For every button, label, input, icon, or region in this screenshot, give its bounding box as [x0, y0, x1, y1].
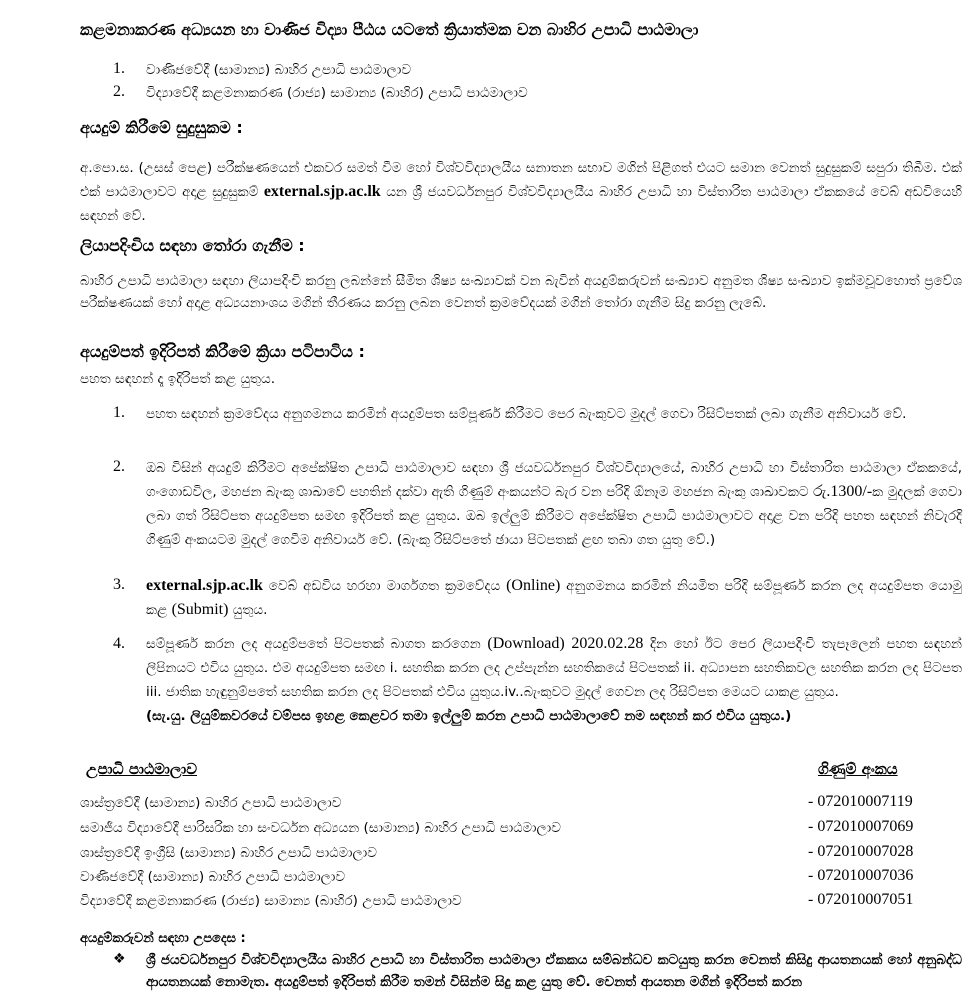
step-text-part: ඔබ විසින් අයදුම් කිරීමට අපේක්ෂිත උපාධි පාඨමාලාව සඳහා ශ්‍රී ජයවර්ධනපුර විශ්වවිද්‍යාලයේ, බාහිර උපාධි හා විස්තාරිත පාඨමාලා ඒකකයේ, ගංගොඩවිල, මහජන බැංකු ශාඛාවේ පහතින් දක්වා ඇති ගිණුම් අංකයන්ට බැර වන පරිදි ඕනෑම මහජන බැංකු ශාඛාවකට: [146, 460, 962, 500]
account-number: - 072010007069: [808, 818, 914, 835]
column-header-course: උපාධි පාඨමාලාව: [86, 760, 198, 778]
download-label: (Download): [487, 635, 565, 652]
deadline-date: 2020.02.28: [571, 635, 644, 652]
step-text: [146, 456, 962, 552]
course-name: වාණිජවේදී (සාමාන්‍ය) බාහිර උපාධි පාඨමාලාව: [80, 869, 346, 885]
selection-heading: ලියාපදිංචිය සඳහා තෝරා ගැනීම :: [80, 236, 305, 255]
course-name: ශාස්ත්‍රවේදී (සාමාන්‍ය) බාහිර උපාධි පාඨමාලාව: [80, 795, 342, 811]
submit-label: (Submit): [171, 601, 229, 618]
step-text-part: වෙබ් අඩවිය හරහා මාර්ගගත ක්‍රමවේදය: [262, 578, 507, 594]
advice-heading: අයදුම්කරුවන් සඳහා උපදෙස :: [80, 931, 246, 946]
course-name: විද්‍යාවේදී කළමනාකරණ (රාජ්‍ය) සාමාන්‍ය (බාහිර) උපාධි පාඨමාලාව: [80, 893, 462, 909]
column-header-account: ගිණුම් අංකය: [818, 760, 898, 778]
eligibility-text: අ.පො.ස. (උසස් පෙළ) පරීක්ෂණයෙන් එකවර සමත් වීම හෝ විශ්වවිද්‍යාලයීය සනාතන සභාව මගින් පිළිගත් එයට සමාන වෙනත් සුදුසුකම් සපුරා තිබීම. එක් එක් පාඨමාලාවට අදාළ සුදුසුකම්: [80, 160, 962, 200]
page-title: කළමනාකරණ අධ්‍යයන හා වාණිජ විද්‍යා පීඨය යටතේ ක්‍රියාත්මක වන බාහිර උපාධි පාඨමාලා: [80, 20, 699, 39]
step-number: 4.: [113, 635, 125, 652]
intro-list-item: වාණිජවේදී (සාමාන්‍ය) බාහිර උපාධි පාඨමාලාව: [146, 62, 412, 78]
account-number: - 072010007036: [808, 867, 914, 884]
fee-amount: රු.1300/-: [813, 483, 873, 500]
selection-paragraph: බාහිර උපාධි පාඨමාලා සඳහා ලියාපදිංචි කරනු ලබන්නේ සීමිත ශිෂ්‍ය සංඛ්‍යාවක් වන බැවින් අයදුම්කරුවන් සංඛ්‍යාව අනුමත ශිෂ්‍ය සංඛ්‍යාව ඉක්මවූවහොත් ප්‍රවේශ පරීක්ෂණයක් හෝ අදාළ අධ්‍යයනාංශය මගින් තීරණය කරනු ලබන වෙනත් ක්‍රමවේදයක් මගින් තෝරා ගැනීම සිදු කරනු ලැබේ.: [80, 273, 962, 311]
advice-text: ශ්‍රී ජයවර්ධනපුර විශ්වවිද්‍යාලයීය බාහිර උපාධි හා විස්තාරිත පාඨමාලා ඒකකය සම්බන්ධව කටයුතු කරන වෙනත් කිසිදු ආයතනයක් හෝ අනුබද්ධ ආයතනයක් නොමැත. අයදුම්පත් ඉදිරිපත් කිරීම තමන් විසින්ම සිදු කළ යුතු වේ. වෙනත් ආයතන මගින් ඉදිරිපත් කරන: [146, 952, 962, 990]
external-website-link[interactable]: external.sjp.ac.lk: [263, 183, 381, 200]
external-website-link[interactable]: external.sjp.ac.lk: [146, 577, 263, 594]
step-text-part: සම්පූර්ණ කරන ලද අයදුම්පතේ පිටපතක් බාගත කරගෙන: [146, 636, 488, 652]
intro-list-number: 2.: [113, 83, 125, 100]
eligibility-paragraph: [80, 156, 962, 228]
step-text: පහත සඳහන් ක්‍රමවේදය අනුගමනය කරමින් අයදුම්පත සම්පූර්ණ කිරීමට පෙර බැංකුවට මුදල් ගෙවා රිසිට්පතක් ලබා ගැනීම අනිවාර්ය වේ.: [146, 406, 907, 422]
eligibility-heading: අයදුම් කිරීමේ සුදුසුකම :: [80, 118, 243, 137]
envelope-note: (සැ.යු. ලියුම්කවරයේ වම්පස ඉහළ කෙළවර තමා ඉල්ලුම් කරන උපාධි පාඨමාලාවේ නම සඳහන් කර එවිය යුතුය.): [146, 708, 792, 724]
account-number: - 072010007051: [808, 891, 914, 908]
step-text: [146, 574, 962, 622]
step-text-part: යුතුය.: [228, 602, 268, 618]
intro-list-number: 1.: [113, 60, 125, 77]
diamond-bullet-icon: ❖: [113, 951, 126, 967]
step-text-part: දින හෝ ඊට පෙර ලියාපදිංචි තැපෑලෙන් පහත සඳහන් ලිපිනයට එවිය යුතුය. එම අයදුම්පත සමඟ i. සහතික කරන ලද උප්පැන්න සහතිකයේ පිටපතක් ii. අධ්‍යාපන සහතිකවල සහතික කරන ලද පිටපත iii. ජාතික හැඳුනුම්පතේ සහතික කරන ලද පිටපතක් එවිය යුතුය.iv..බැංකුවට මුදල් ගෙවන ලද රිසිට්පත මෙයට යාකළ යුතුය.: [146, 636, 962, 700]
intro-list-item: විද්‍යාවේදී කළමනාකරණ (රාජ්‍ය) සාමාන්‍ය (බාහිර) උපාධි පාඨමාලාව: [146, 85, 528, 101]
procedure-heading: අයදුම්පත් ඉදිරිපත් කිරීමේ ක්‍රියා පටිපාටිය :: [80, 342, 365, 361]
step-number: 3.: [113, 576, 125, 593]
course-name: ශාස්ත්‍රවේදී ඉංග්‍රීසි (සාමාන්‍ය) බාහිර උපාධි පාඨමාලාව: [80, 845, 377, 861]
step-text-part: අනුගමනය කරමින් නියමිත පරිදි සම්පූර්ණ කරන ලද අයදුම්පත යොමු කළ: [146, 578, 962, 618]
step-number: 1.: [113, 404, 125, 421]
eligibility-text: යන ශ්‍රී ජයවර්ධනපුර විශ්වවිද්‍යාලයීය බාහිර උපාධි හා විස්තාරිත පාඨමාලා ඒකකයේ වෙබ් අඩවියෙහි සඳහන් වේ.: [80, 184, 962, 224]
account-number: - 072010007028: [808, 843, 914, 860]
step-text-part: ක මුදලක් ගෙවා ලබා ගත් රිසිට්පත අයදුම්පත සමඟ ඉදිරිපත් කළ යුතුය. ඔබ ඉල්ලුම් කිරීමට අපේක්ෂිත උපාධි පාඨමාලාවට අදාළ වන පරිදි පහත සඳහන් නිවැරදි ගිණුම් අංකයටම මුදල් ගෙවීම අනිවාර්ය වේ. (බැංකු රිසිට්පතේ ඡායා පිටපතක් ළඟ තබා ගත යුතු වේ.): [146, 484, 962, 548]
step-number: 2.: [113, 458, 125, 475]
online-label: (Online): [506, 577, 561, 594]
course-name: සමාජීය විද්‍යාවේදී පාරිසරික හා සංවර්ධන අධ්‍යයන (සාමාන්‍ය) බාහිර උපාධි පාඨමාලාව: [80, 820, 561, 836]
account-number: - 072010007119: [808, 793, 913, 810]
procedure-subtext: පහත සඳහන් දෑ ඉදිරිපත් කළ යුතුය.: [80, 371, 275, 387]
step-text: [146, 632, 962, 728]
